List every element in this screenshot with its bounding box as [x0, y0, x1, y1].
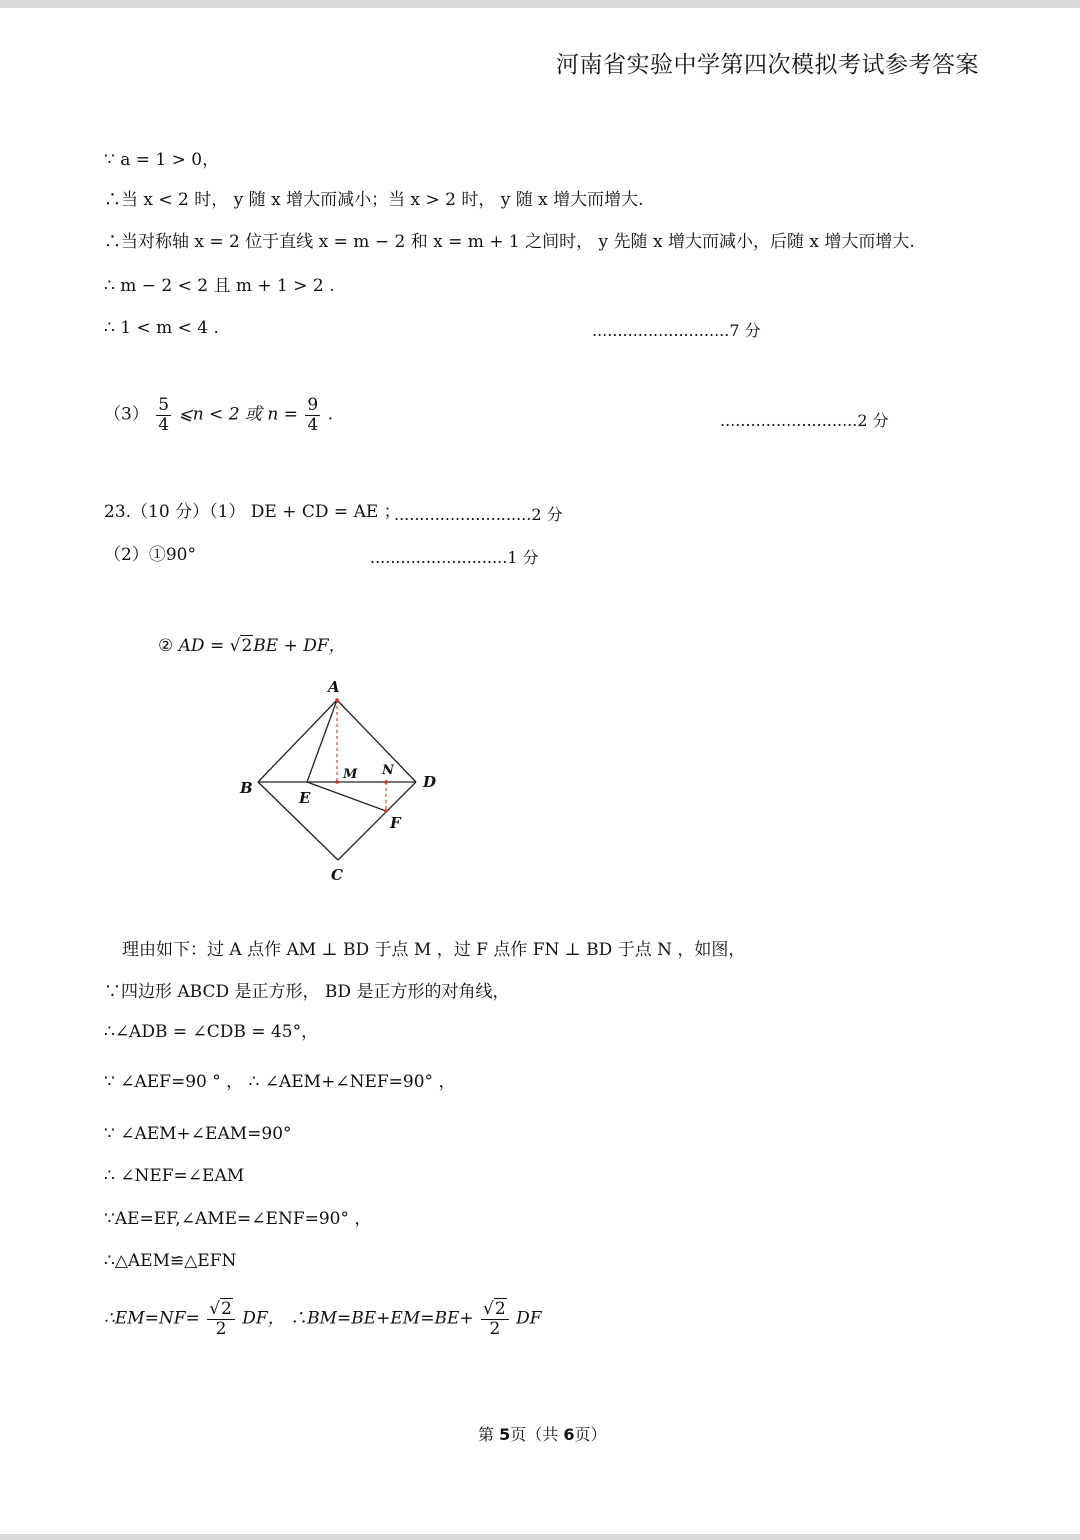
point-n [384, 780, 388, 784]
fraction-sqrt2-over-2-second [481, 1300, 509, 1338]
sqrt-sign: √ [483, 1299, 494, 1319]
solution-line-part3 [104, 396, 333, 434]
circled-two: ② [158, 636, 174, 656]
bottom-bar [0, 1534, 1080, 1540]
em-nf-eq: ∴EM=NF= [104, 1308, 200, 1329]
solution-line-2: ∴当 x < 2 时， y 随 x 增大而减小；当 x > 2 时， y 随 x 增大而增大. [104, 190, 644, 210]
footer-total-pages: 6 [563, 1425, 575, 1444]
sqrt-radicand: 2 [241, 636, 253, 656]
bm-eq: DF， ∴BM=BE+EM=BE+ [242, 1308, 474, 1329]
label-a: A [328, 678, 340, 696]
proof-line-7: ∴△AEM≌△EFN [104, 1251, 237, 1271]
eq-left: AD = [178, 636, 230, 656]
fraction-denominator: 4 [158, 414, 170, 435]
segment-ef [307, 782, 386, 811]
point-m [335, 780, 339, 784]
footer-mid: 页（共 [510, 1425, 564, 1444]
page-header-title: 河南省实验中学第四次模拟考试参考答案 [556, 52, 979, 78]
part3-end: . [327, 404, 333, 425]
proof-line-8 [104, 1300, 542, 1338]
sqrt-sign: √ [209, 1299, 221, 1319]
proof-line-1: ∵四边形 ABCD 是正方形， BD 是正方形的对角线， [104, 982, 510, 1002]
fraction-sqrt2-over-2 [207, 1300, 235, 1338]
sqrt-two [230, 636, 254, 656]
footer-suffix: 页） [574, 1425, 607, 1444]
question-23-part2-2 [158, 636, 346, 656]
solution-line-5: ∴ 1 < m < 4 . [104, 318, 219, 338]
fraction-numerator [207, 1300, 235, 1319]
label-m: M [343, 767, 358, 782]
sqrt-sign: √ [229, 636, 241, 656]
fraction-denominator: 4 [307, 414, 319, 435]
edge-ab [258, 700, 337, 782]
label-e: E [299, 789, 311, 807]
proof-line-6: ∵AE=EF,∠AME=∠ENF=90° ， [104, 1209, 372, 1229]
fraction-numerator: 5 [158, 395, 170, 415]
label-n: N [382, 763, 394, 778]
score-2-q23: ...........................2 分 [394, 505, 563, 524]
top-bar [0, 0, 1080, 8]
fraction-5-4 [156, 396, 171, 434]
df-end: DF [516, 1308, 542, 1329]
fraction-denominator: 2 [207, 1319, 235, 1339]
solution-line-1: ∵ a = 1 > 0， [104, 150, 220, 170]
fraction-9-4 [305, 396, 320, 434]
question-23-part2-1: （2）①90° [104, 545, 196, 565]
point-a [335, 698, 339, 702]
proof-line-2: ∴∠ADB = ∠CDB = 45°， [104, 1022, 319, 1042]
score-1: ...........................1 分 [370, 548, 539, 567]
geometry-figure [225, 670, 455, 890]
reason-line: 理由如下：过 A 点作 AM ⊥ BD 于点 M ，过 F 点作 FN ⊥ BD 于点 N ，如图， [122, 940, 746, 960]
score-2-part3: ...........................2 分 [720, 411, 889, 430]
footer-page-number: 5 [499, 1425, 511, 1444]
label-b: B [240, 779, 253, 797]
eq-right: BE + DF， [253, 636, 346, 656]
footer-prefix: 第 [478, 1425, 500, 1444]
edge-cd [338, 782, 416, 860]
sqrt-radicand: 2 [221, 1299, 232, 1319]
perpendicular-lines [337, 700, 386, 811]
score-7: ...........................7 分 [592, 321, 761, 340]
fraction-denominator: 2 [481, 1319, 509, 1339]
segment-ae [307, 700, 337, 782]
proof-line-4: ∵ ∠AEM+∠EAM=90° [104, 1124, 292, 1144]
fraction-numerator [481, 1300, 509, 1319]
sqrt-radicand: 2 [494, 1299, 506, 1319]
page-footer [478, 1422, 606, 1445]
fraction-numerator: 9 [307, 395, 319, 415]
solution-line-4: ∴ m − 2 < 2 且 m + 1 > 2 . [104, 276, 335, 296]
solution-line-3: ∴当对称轴 x = 2 位于直线 x = m − 2 和 x = m + 1 之间时， y 先随 x 增大而减小，后随 x 增大而增大. [104, 232, 915, 252]
edge-bc [258, 782, 338, 860]
label-c: C [331, 866, 343, 884]
label-f: F [390, 814, 401, 832]
part3-prefix: （3） [104, 404, 149, 425]
proof-line-5: ∴ ∠NEF=∠EAM [104, 1166, 245, 1186]
part3-middle: ⩽n < 2 或 n = [178, 404, 298, 425]
point-f [384, 809, 388, 813]
question-23-part1: 23.（10 分）（1） DE + CD = AE ； [104, 502, 401, 522]
proof-line-3: ∵ ∠AEF=90 ° ， ∴ ∠AEM+∠NEF=90° ， [104, 1072, 456, 1092]
label-d: D [423, 773, 437, 791]
